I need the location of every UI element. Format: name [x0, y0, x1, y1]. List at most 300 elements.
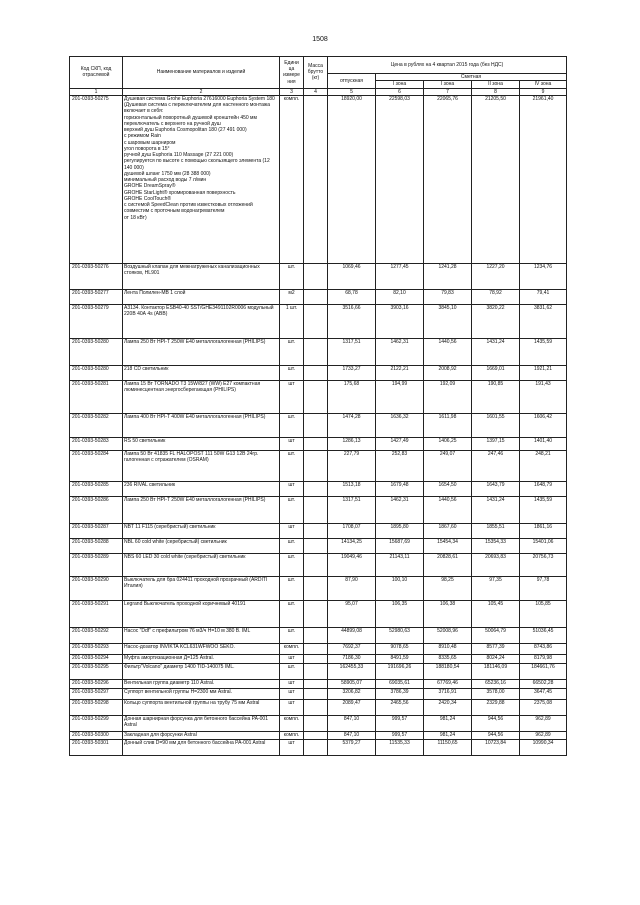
row-price-zone-1: 3903,16	[376, 304, 424, 338]
row-name	[123, 739, 280, 755]
row-price-zone-3: 15354,33	[472, 538, 520, 553]
row-price-zone-1: 252,83	[376, 450, 424, 481]
row-price-release: 5379,27	[328, 739, 376, 755]
row-unit: м2	[280, 289, 304, 304]
row-name-line: с шаровым шарниром	[124, 139, 176, 146]
row-price-zone-1: 11535,33	[376, 739, 424, 755]
row-price-release: 58905,07	[328, 679, 376, 688]
row-price-release: 18920,00	[328, 95, 376, 263]
row-code: 201-0393-50300	[70, 731, 123, 739]
row-code: 201-0393-50299	[70, 715, 123, 731]
row-mass	[304, 627, 328, 643]
row-mass	[304, 413, 328, 437]
row-mass	[304, 688, 328, 699]
row-price-zone-4: 248,21	[520, 450, 567, 481]
row-price-zone-4: 1606,42	[520, 413, 567, 437]
header-release: отпускная	[328, 74, 376, 89]
row-name	[123, 715, 280, 731]
row-price-zone-1: 106,35	[376, 600, 424, 627]
row-name	[123, 481, 280, 496]
row-unit: компл.	[280, 731, 304, 739]
row-mass	[304, 523, 328, 538]
row-price-zone-4: 21961,40	[520, 95, 567, 263]
row-name	[123, 643, 280, 654]
row-price-release: 1069,46	[328, 263, 376, 289]
row-price-zone-4: 3647,45	[520, 688, 567, 699]
row-price-zone-2: 249,07	[424, 450, 472, 481]
row-price-release: 19049,46	[328, 553, 376, 576]
row-name-line: Вентильная группа диаметр 110 Astral.	[124, 679, 215, 686]
row-mass	[304, 450, 328, 481]
row-code: 201-0393-50288	[70, 538, 123, 553]
row-price-zone-3: 1397,15	[472, 437, 520, 450]
row-price-zone-4: 184661,76	[520, 663, 567, 679]
table-row	[70, 263, 567, 289]
row-price-zone-3: 3820,22	[472, 304, 520, 338]
row-code: 201-0393-50292	[70, 627, 123, 643]
row-mass	[304, 289, 328, 304]
row-mass	[304, 600, 328, 627]
row-price-zone-1: 999,57	[376, 715, 424, 731]
row-price-release: 2089,47	[328, 699, 376, 715]
row-price-zone-3: 944,56	[472, 715, 520, 731]
row-price-release: 1286,13	[328, 437, 376, 450]
row-code: 201-0393-50282	[70, 413, 123, 437]
row-price-zone-1: 69035,61	[376, 679, 424, 688]
row-price-zone-3: 1431,24	[472, 496, 520, 523]
row-price-zone-1: 191696,26	[376, 663, 424, 679]
row-name	[123, 263, 280, 289]
table-row	[70, 688, 567, 699]
row-price-zone-2: 98,25	[424, 576, 472, 600]
row-price-release: 95,07	[328, 600, 376, 627]
row-price-zone-1: 9078,65	[376, 643, 424, 654]
table-row	[70, 699, 567, 715]
row-name	[123, 688, 280, 699]
row-price-zone-3: 1227,20	[472, 263, 520, 289]
row-price-release: 3516,66	[328, 304, 376, 338]
row-unit: 1 шт.	[280, 304, 304, 338]
header-estimate: Сметная	[376, 74, 567, 81]
row-price-zone-3: 944,56	[472, 731, 520, 739]
row-price-zone-3: 10723,84	[472, 739, 520, 755]
row-price-zone-4: 1234,76	[520, 263, 567, 289]
row-name	[123, 289, 280, 304]
row-price-release: 3206,82	[328, 688, 376, 699]
table-row	[70, 576, 567, 600]
row-price-zone-3: 1669,01	[472, 365, 520, 380]
row-unit: шт.	[280, 450, 304, 481]
row-price-zone-4: 1921,21	[520, 365, 567, 380]
row-price-release: 1317,51	[328, 496, 376, 523]
row-unit: шт	[280, 523, 304, 538]
row-price-release: 847,10	[328, 715, 376, 731]
row-price-zone-1: 22598,03	[376, 95, 424, 263]
row-price-release: 162455,33	[328, 663, 376, 679]
row-name-line: душевой шланг 1750 мм (28 388 000)	[124, 170, 211, 177]
row-name-line: угол поворота в 15°	[124, 145, 170, 152]
row-price-zone-4: 962,89	[520, 715, 567, 731]
row-name-line: минимальный расход воды 7 л/мин	[124, 177, 207, 183]
row-name-line: переключатель с верхнего на ручной душ	[124, 120, 221, 127]
row-price-zone-4: 1435,59	[520, 338, 567, 365]
row-name	[123, 553, 280, 576]
row-price-zone-2: 8910,48	[424, 643, 472, 654]
row-name-line: Суппорт вентильной группы Н=2300 мм Astral.	[124, 688, 233, 695]
row-code: 201-0393-50285	[70, 481, 123, 496]
table-body	[70, 95, 567, 755]
row-code: 201-0393-50281	[70, 380, 123, 413]
col-index: 2	[123, 88, 280, 95]
row-code: 201-0393-50279	[70, 304, 123, 338]
row-unit: шт.	[280, 538, 304, 553]
row-price-zone-2: 192,09	[424, 380, 472, 413]
row-mass	[304, 663, 328, 679]
header-zone-1: I зона	[376, 81, 424, 88]
row-name-line: Фильтр"Volcano" диаметр 1400 TID-140075 IML.	[124, 663, 235, 670]
row-unit: шт.	[280, 663, 304, 679]
row-name-line: верхний душ Euphoria Cosmopolitan 180 (27 491 000)	[124, 127, 247, 133]
row-name	[123, 365, 280, 380]
table-row	[70, 380, 567, 413]
row-price-zone-3: 1643,79	[472, 481, 520, 496]
row-price-zone-4: 1861,16	[520, 523, 567, 538]
row-price-zone-4: 20756,73	[520, 553, 567, 576]
row-price-zone-1: 100,10	[376, 576, 424, 600]
row-code: 201-0393-50301	[70, 739, 123, 755]
row-unit: шт	[280, 688, 304, 699]
row-price-zone-1: 1679,48	[376, 481, 424, 496]
table-row	[70, 739, 567, 755]
row-code: 201-0393-50276	[70, 263, 123, 289]
row-price-zone-1: 1462,31	[376, 338, 424, 365]
row-price-zone-3: 65236,16	[472, 679, 520, 688]
row-price-zone-1: 3786,39	[376, 688, 424, 699]
row-price-zone-4: 51036,45	[520, 627, 567, 643]
row-name-line: Насос-дозатор INVIKTA KCL631WFWOO SEKO.	[124, 643, 235, 650]
row-mass	[304, 553, 328, 576]
row-price-zone-2: 3716,91	[424, 688, 472, 699]
col-index: 7	[424, 88, 472, 95]
row-name-line: GROHE DreamSpray®	[124, 183, 176, 190]
row-price-zone-2: 1867,60	[424, 523, 472, 538]
row-price-zone-2: 79,83	[424, 289, 472, 304]
row-mass	[304, 481, 328, 496]
table-row	[70, 437, 567, 450]
row-price-zone-4: 191,43	[520, 380, 567, 413]
table-row	[70, 304, 567, 338]
row-price-release: 227,79	[328, 450, 376, 481]
row-price-zone-1: 194,99	[376, 380, 424, 413]
row-code: 201-0393-50289	[70, 553, 123, 576]
row-name-line: Донный слив D=90 мм для бетонного бассейна PA-001 Astral	[124, 739, 266, 746]
row-unit: компл.	[280, 715, 304, 731]
row-price-zone-1: 8491,59	[376, 654, 424, 663]
row-price-zone-4: 79,41	[520, 289, 567, 304]
row-name	[123, 496, 280, 523]
row-price-zone-4: 1435,59	[520, 496, 567, 523]
row-mass	[304, 496, 328, 523]
row-price-zone-3: 3578,00	[472, 688, 520, 699]
row-unit: шт	[280, 699, 304, 715]
row-price-zone-2: 106,38	[424, 600, 472, 627]
row-name-line: Legrand Выключатель проходной коричневый 40191	[124, 600, 246, 607]
row-name-line: GROHE StarLight® хромированная поверхность	[124, 189, 236, 196]
row-name-line: 236 RIVAL светильник	[124, 481, 176, 488]
row-name-line: Лампа 400 Вт HPI-T 400W E40 металлогалогенная (PHILIPS)	[124, 413, 266, 420]
table-row	[70, 715, 567, 731]
row-name-line: Донная шарнирная форсунка для бетонного бассейна PA-001 Astral	[124, 715, 268, 728]
row-name-line: Лампа 15 Вт TORNADO T3 15W/827 (WW) E27 компактная люминесцентная энергосберегающая (PHILIPS)	[124, 380, 261, 393]
table-row	[70, 413, 567, 437]
row-price-zone-2: 2008,92	[424, 365, 472, 380]
row-price-zone-2: 67769,46	[424, 679, 472, 688]
row-price-zone-3: 50064,79	[472, 627, 520, 643]
col-index: 5	[328, 88, 376, 95]
row-code: 201-0393-50287	[70, 523, 123, 538]
row-name-line: (Душевая система с переключателем для настенного монтажа	[124, 102, 271, 108]
row-name-line: Лампа 50 Вт 41835 FL HALOPOST 111 50W G13 12В 24гр. галогенная с отражателем (OSRAM)	[124, 450, 259, 463]
row-name-line: Кольцо суппорта вентильной группы на трубу 75 мм Astral	[124, 699, 260, 706]
row-price-zone-4: 1401,40	[520, 437, 567, 450]
row-price-zone-2: 981,24	[424, 715, 472, 731]
row-price-zone-4: 105,85	[520, 600, 567, 627]
row-mass	[304, 576, 328, 600]
row-name-line: от 18 кВт)	[124, 214, 147, 221]
row-price-zone-1: 2465,56	[376, 699, 424, 715]
row-price-zone-3: 97,35	[472, 576, 520, 600]
row-name-line: Выключатель для бра 024411 проходной прозрачный (ARDITI Италия)	[124, 576, 268, 589]
row-unit: шт.	[280, 413, 304, 437]
row-name	[123, 380, 280, 413]
row-price-zone-4: 10990,34	[520, 739, 567, 755]
row-name-line: совместим с проточным водонагревателем	[124, 208, 225, 215]
row-name-line: NBS 60 LED 30 cold white (серебристый) светильник	[124, 553, 246, 560]
row-code: 201-0393-50295	[70, 663, 123, 679]
row-price-zone-3: 2329,88	[472, 699, 520, 715]
table-row	[70, 538, 567, 553]
row-name-line: 218 CD светильник	[124, 365, 169, 372]
table-row	[70, 553, 567, 576]
row-price-zone-3: 190,85	[472, 380, 520, 413]
row-unit: шт	[280, 481, 304, 496]
row-mass	[304, 338, 328, 365]
row-price-zone-3: 1855,51	[472, 523, 520, 538]
row-name	[123, 413, 280, 437]
table-row	[70, 289, 567, 304]
row-name-line: A3134. Контактор ESB40-40 SST/GHE3491102R0006 модульный 220В 40А 4s (ABB)	[124, 304, 274, 317]
row-code: 201-0393-50291	[70, 600, 123, 627]
row-price-zone-3: 1431,24	[472, 338, 520, 365]
row-mass	[304, 643, 328, 654]
row-name-line: Лампа 250 Вт HPI-T 250W E40 металлогалогенная (PHILIPS)	[124, 496, 266, 503]
row-name-line: ручной душ Euphoria 110 Massage (27 221 000)	[124, 152, 234, 158]
row-price-zone-2: 1241,28	[424, 263, 472, 289]
row-unit: шт.	[280, 365, 304, 380]
row-name	[123, 654, 280, 663]
row-price-zone-2: 22065,76	[424, 95, 472, 263]
row-price-zone-4: 15401,06	[520, 538, 567, 553]
row-price-zone-1: 2122,21	[376, 365, 424, 380]
header-zone-4: IV зона	[520, 81, 567, 88]
row-name	[123, 600, 280, 627]
row-price-zone-2: 1611,98	[424, 413, 472, 437]
row-price-zone-1: 999,57	[376, 731, 424, 739]
row-price-zone-3: 8577,39	[472, 643, 520, 654]
row-mass	[304, 739, 328, 755]
row-name-line: регулируется по высоте с помощью скользящего элемента (12 140 000)	[124, 158, 270, 171]
row-name	[123, 576, 280, 600]
row-price-release: 1733,27	[328, 365, 376, 380]
row-code: 201-0393-50280	[70, 365, 123, 380]
row-name	[123, 304, 280, 338]
column-index-row	[70, 88, 567, 95]
row-price-zone-2: 188180,54	[424, 663, 472, 679]
row-name-line: NBL 60 cold white (серебристый) светильник	[124, 538, 227, 545]
row-price-release: 175,68	[328, 380, 376, 413]
table-row	[70, 663, 567, 679]
row-code: 201-0393-50298	[70, 699, 123, 715]
row-mass	[304, 654, 328, 663]
row-unit: шт	[280, 739, 304, 755]
row-mass	[304, 95, 328, 263]
col-index: 4	[304, 88, 328, 95]
row-mass	[304, 538, 328, 553]
row-unit: шт.	[280, 338, 304, 365]
row-mass	[304, 437, 328, 450]
row-price-zone-3: 21205,50	[472, 95, 520, 263]
row-unit: шт	[280, 380, 304, 413]
row-price-zone-4: 66502,28	[520, 679, 567, 688]
row-name	[123, 699, 280, 715]
row-name-line: Воздушный клапан для межнагруженых канализационных стояков, HL901	[124, 263, 260, 276]
table-row	[70, 654, 567, 663]
table-row	[70, 523, 567, 538]
row-price-zone-2: 1654,50	[424, 481, 472, 496]
row-name-line: Лампа 250 Вт HPI-T 250W E40 металлогалогенная (PHILIPS)	[124, 338, 266, 345]
row-unit: шт	[280, 654, 304, 663]
header-mass: Масса брутто (кг)	[304, 57, 328, 89]
row-price-zone-2: 8335,65	[424, 654, 472, 663]
row-name	[123, 450, 280, 481]
row-price-release: 1317,51	[328, 338, 376, 365]
row-name-line: Душевая система Grohe Euphoria 27616000 Euphoria System 180	[124, 95, 275, 102]
row-mass	[304, 731, 328, 739]
row-price-zone-1: 21143,11	[376, 553, 424, 576]
row-name-line: GROHE CoolTouch®	[124, 195, 172, 202]
table-row	[70, 600, 567, 627]
row-unit: шт	[280, 679, 304, 688]
row-code: 201-0393-50297	[70, 688, 123, 699]
row-price-zone-4: 8743,86	[520, 643, 567, 654]
table-row	[70, 496, 567, 523]
row-code: 201-0393-50283	[70, 437, 123, 450]
row-code: 201-0393-50293	[70, 643, 123, 654]
row-price-zone-3: 8024,24	[472, 654, 520, 663]
row-mass	[304, 380, 328, 413]
row-price-zone-1: 1895,80	[376, 523, 424, 538]
row-code: 201-0393-50294	[70, 654, 123, 663]
table-row	[70, 643, 567, 654]
row-name-line: включает в себя:	[124, 108, 164, 115]
row-price-release: 7186,30	[328, 654, 376, 663]
row-unit: компл.	[280, 95, 304, 263]
row-code: 201-0393-50275	[70, 95, 123, 263]
row-price-zone-3: 247,46	[472, 450, 520, 481]
row-name-line: RS 50 светильник	[124, 437, 166, 444]
col-index: 6	[376, 88, 424, 95]
row-mass	[304, 365, 328, 380]
table-header	[70, 57, 567, 96]
row-unit: шт.	[280, 627, 304, 643]
row-price-zone-1: 1427,49	[376, 437, 424, 450]
row-price-zone-2: 2420,34	[424, 699, 472, 715]
row-price-zone-4: 8179,98	[520, 654, 567, 663]
table-row	[70, 679, 567, 688]
row-price-zone-4: 1648,79	[520, 481, 567, 496]
row-price-zone-2: 1440,56	[424, 338, 472, 365]
row-price-zone-1: 1462,31	[376, 496, 424, 523]
row-price-zone-2: 52008,96	[424, 627, 472, 643]
table-row	[70, 95, 567, 263]
row-price-zone-2: 3845,10	[424, 304, 472, 338]
header-name: Наименование материалов и изделий	[123, 57, 280, 89]
row-name-line: Лента Полилен-МВ 1 слой	[124, 289, 186, 296]
row-name	[123, 663, 280, 679]
table-row	[70, 627, 567, 643]
row-unit: шт.	[280, 263, 304, 289]
row-code: 201-0393-50280	[70, 338, 123, 365]
table-row	[70, 481, 567, 496]
row-price-zone-1: 15687,69	[376, 538, 424, 553]
row-code: 201-0393-50277	[70, 289, 123, 304]
row-price-zone-2: 1440,56	[424, 496, 472, 523]
row-name	[123, 338, 280, 365]
table-row	[70, 338, 567, 365]
row-price-zone-3: 105,45	[472, 600, 520, 627]
row-price-zone-1: 52980,63	[376, 627, 424, 643]
row-code: 201-0393-50286	[70, 496, 123, 523]
row-price-zone-4: 962,89	[520, 731, 567, 739]
row-name	[123, 95, 280, 263]
row-price-zone-4: 97,78	[520, 576, 567, 600]
row-name-line: Муфта амортизационная Д=125 Astral.	[124, 654, 214, 661]
header-zone-3: II зона	[472, 81, 520, 88]
row-name-line: NBT 11 F115 (серебристый) светильник	[124, 523, 216, 530]
row-price-zone-3: 181146,09	[472, 663, 520, 679]
row-price-zone-2: 15454,34	[424, 538, 472, 553]
row-price-zone-1: 1636,32	[376, 413, 424, 437]
row-unit: шт	[280, 437, 304, 450]
row-price-zone-4: 2375,08	[520, 699, 567, 715]
row-mass	[304, 304, 328, 338]
row-price-zone-1: 82,10	[376, 289, 424, 304]
row-mass	[304, 679, 328, 688]
row-name	[123, 679, 280, 688]
row-price-zone-2: 11150,65	[424, 739, 472, 755]
row-unit: шт.	[280, 553, 304, 576]
row-mass	[304, 263, 328, 289]
row-price-zone-3: 78,92	[472, 289, 520, 304]
row-name-line: Закладная для форсунки Astral	[124, 731, 197, 738]
table-row	[70, 731, 567, 739]
row-price-zone-2: 981,24	[424, 731, 472, 739]
row-name	[123, 627, 280, 643]
row-name	[123, 437, 280, 450]
col-index: 1	[70, 88, 123, 95]
row-name-line: Насос "Ddf" с префильтром 76 м3/ч Н=10 м 380 В. IML	[124, 627, 251, 634]
row-unit: компл.	[280, 643, 304, 654]
